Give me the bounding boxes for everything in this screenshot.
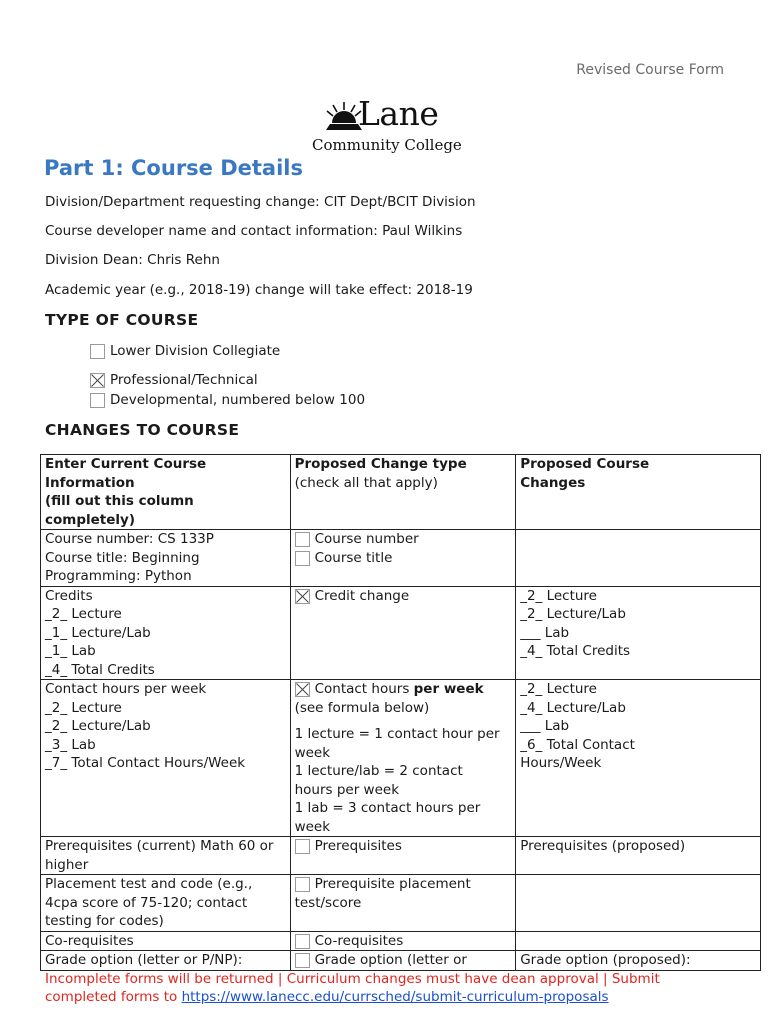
current-contact-hours: Contact hours per week _2_ Lecture _2_ Lecture/Lab _3_ Lab _7_ Total Contact Hours/Week (41, 680, 291, 837)
grade-option-checkbox[interactable] (295, 953, 310, 968)
type-of-course-heading: TYPE OF COURSE (45, 311, 199, 329)
header-row (41, 455, 761, 530)
option-label: Lower Division Collegiate (110, 343, 281, 359)
header-current-info: Enter Current Course Information (fill out this column completely) (41, 455, 291, 530)
table-row (41, 837, 761, 875)
corequisites-checkbox[interactable] (295, 934, 310, 949)
current-grade-option: Grade option (letter or P/NP): (41, 951, 291, 971)
current-prerequisites: Prerequisites (current) Math 60 or higher (41, 837, 291, 875)
table-row (41, 951, 761, 971)
academic-year-field: Academic year (e.g., 2018-19) change will take effect: 2018-19 (45, 282, 473, 298)
header-change-type: Proposed Change type (check all that apply) (290, 455, 516, 530)
developmental-checkbox[interactable] (90, 393, 105, 408)
proposed-cell[interactable] (516, 931, 761, 951)
form-type-label: Revised Course Form (576, 62, 724, 78)
current-corequisites: Co-requisites (41, 931, 291, 951)
course-title-checkbox[interactable] (295, 551, 310, 566)
course-type-option[interactable] (90, 343, 280, 359)
footer-notice (45, 970, 735, 1006)
change-type-cell: Co-requisites (290, 931, 516, 951)
changes-table (40, 454, 761, 971)
proposed-cell[interactable] (516, 530, 761, 587)
change-type-cell: Grade option (letter or (290, 951, 516, 971)
course-type-option[interactable] (90, 372, 258, 388)
table-row (41, 931, 761, 951)
change-type-cell: Course number Course title (290, 530, 516, 587)
current-placement: Placement test and code (e.g., 4cpa score of 75-120; contact testing for codes) (41, 875, 291, 932)
change-type-cell: Contact hours per week (see formula below) 1 lecture = 1 contact hour per week 1 lecture/lab = 2 contact hours per week 1 lab = 3 contact hours per week (290, 680, 516, 837)
placement-checkbox[interactable] (295, 877, 310, 892)
course-number-checkbox[interactable] (295, 532, 310, 547)
dean-field: Division Dean: Chris Rehn (45, 252, 220, 268)
logo-subtitle: Community College (312, 136, 462, 154)
option-label: Professional/Technical (110, 372, 258, 388)
table-row (41, 680, 761, 837)
professional-technical-checkbox[interactable] (90, 373, 105, 388)
proposed-contact-hours[interactable]: _2_ Lecture _4_ Lecture/Lab ___ Lab _6_ Total Contact Hours/Week (516, 680, 761, 837)
proposed-credits[interactable]: _2_ Lecture _2_ Lecture/Lab ___ Lab _4_ Total Credits (516, 586, 761, 680)
current-credits: Credits _2_ Lecture _1_ Lecture/Lab _1_ Lab _4_ Total Credits (41, 586, 291, 680)
course-type-option[interactable] (90, 392, 365, 408)
proposed-cell[interactable] (516, 875, 761, 932)
proposed-prerequisites[interactable]: Prerequisites (proposed) (516, 837, 761, 875)
table-row (41, 530, 761, 587)
logo-wordmark: Lane (358, 94, 439, 133)
contact-hours-checkbox[interactable] (295, 682, 310, 697)
header-proposed-changes: Proposed Course Changes (516, 455, 761, 530)
change-type-cell: Credit change (290, 586, 516, 680)
option-label: Developmental, numbered below 100 (110, 392, 366, 408)
credit-change-checkbox[interactable] (295, 589, 310, 604)
college-logo (310, 94, 470, 156)
changes-to-course-heading: CHANGES TO COURSE (45, 421, 240, 439)
current-course-info: Course number: CS 133P Course title: Beginning Programming: Python (41, 530, 291, 587)
table-row (41, 586, 761, 680)
lower-division-checkbox[interactable] (90, 344, 105, 359)
part1-title: Part 1: Course Details (44, 156, 304, 180)
proposed-grade-option[interactable]: Grade option (proposed): (516, 951, 761, 971)
developer-field: Course developer name and contact information: Paul Wilkins (45, 223, 463, 239)
footer-text: Incomplete forms will be returned | Curriculum changes must have dean approval | Submit completed forms to (45, 971, 660, 1005)
change-type-cell: Prerequisite placement test/score (290, 875, 516, 932)
table-row (41, 875, 761, 932)
submit-proposals-link[interactable]: https://www.lanecc.edu/currsched/submit-curriculum-proposals (181, 989, 609, 1005)
division-field: Division/Department requesting change: CIT Dept/BCIT Division (45, 194, 476, 210)
change-type-cell: Prerequisites (290, 837, 516, 875)
prerequisites-checkbox[interactable] (295, 839, 310, 854)
